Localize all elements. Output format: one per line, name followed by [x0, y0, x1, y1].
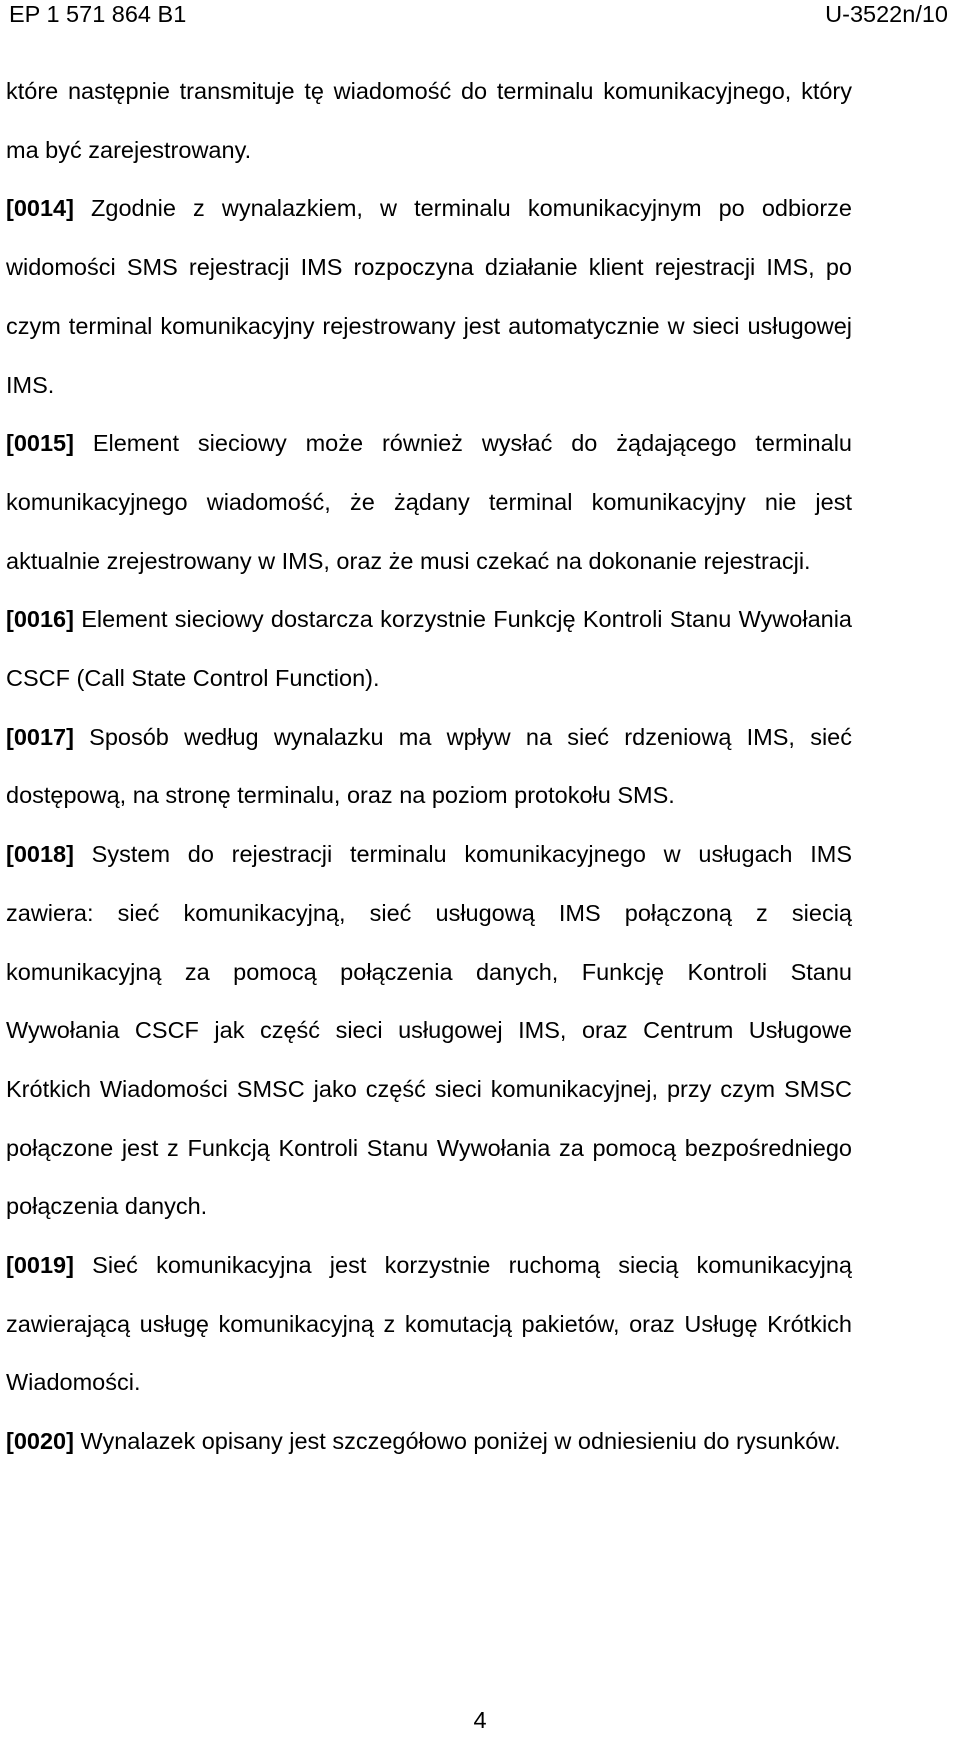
paragraph-text: Element sieciowy dostarcza korzystnie Funkcję Kontroli Stanu Wywołania CSCF (Call State Control Function).: [6, 606, 852, 692]
paragraph-number: [0020]: [6, 1428, 74, 1455]
paragraph-number: [0017]: [6, 723, 74, 750]
paragraph-text: Zgodnie z wynalazkiem, w terminalu komunikacyjnym po odbiorze widomości SMS rejestracji IMS rozpoczyna działanie klient rejestracji IMS, po czym terminal komunikacyjny rejestrowany jest automatycznie w sieci usługowej IMS.: [6, 195, 852, 398]
page-header: [6, 0, 954, 52]
paragraph-0015: [6, 414, 852, 590]
paragraph-text: które następnie transmituje tę wiadomość do terminalu komunikacyjnego, który ma być zarejestrowany.: [6, 78, 852, 163]
paragraph-number: [0019]: [6, 1252, 74, 1279]
paragraph-text: System do rejestracji terminalu komunikacyjnego w usługach IMS zawiera: sieć komunikacyjną, sieć usługową IMS połączoną z siecią komunikacyjną za pomocą połączenia danych, Funkcję Kontroli Stanu Wywołania CSCF jak część sieci usługowej IMS, oraz Centrum Usługowe Krótkich Wiadomości SMSC jako część sieci komunikacyjnej, przy czym SMSC połączone jest z Funkcją Kontroli Stanu Wywołania za pomocą bezpośredniego połączenia danych.: [6, 841, 852, 1220]
paragraph-text: Sieć komunikacyjna jest korzystnie ruchomą siecią komunikacyjną zawierającą usługę komunikacyjną z komutacją pakietów, oraz Usługę Krótkich Wiadomości.: [6, 1252, 852, 1396]
paragraph-number: [0015]: [6, 430, 74, 457]
paragraph-text: Sposób według wynalazku ma wpływ na sieć rdzeniową IMS, sieć dostępową, na stronę terminalu, oraz na poziom protokołu SMS.: [6, 723, 852, 809]
paragraph-number: [0016]: [6, 606, 74, 633]
paragraph-0020: [6, 1412, 852, 1471]
paragraph-0018: [6, 825, 852, 1236]
paragraph-number: [0018]: [6, 841, 74, 868]
patent-number: EP 1 571 864 B1: [9, 1, 187, 27]
paragraph-0016: [6, 590, 852, 707]
page-number: 4: [473, 1707, 487, 1733]
paragraph-0019: [6, 1236, 852, 1412]
paragraph-0017: [6, 708, 852, 825]
paragraph-text: Wynalazek opisany jest szczegółowo poniżej w odniesieniu do rysunków.: [73, 1428, 841, 1455]
document-body: [6, 62, 852, 1471]
paragraph-continuation: [6, 62, 852, 179]
paragraph-0014: [6, 179, 852, 414]
paragraph-number: [0014]: [6, 195, 74, 222]
document-reference: U-3522n/10: [825, 1, 948, 27]
paragraph-text: Element sieciowy może również wysłać do żądającego terminalu komunikacyjnego wiadomość, że żądany terminal komunikacyjny nie jest aktualnie zrejestrowany w IMS, oraz że musi czekać na dokonanie rejestracji.: [6, 430, 852, 574]
